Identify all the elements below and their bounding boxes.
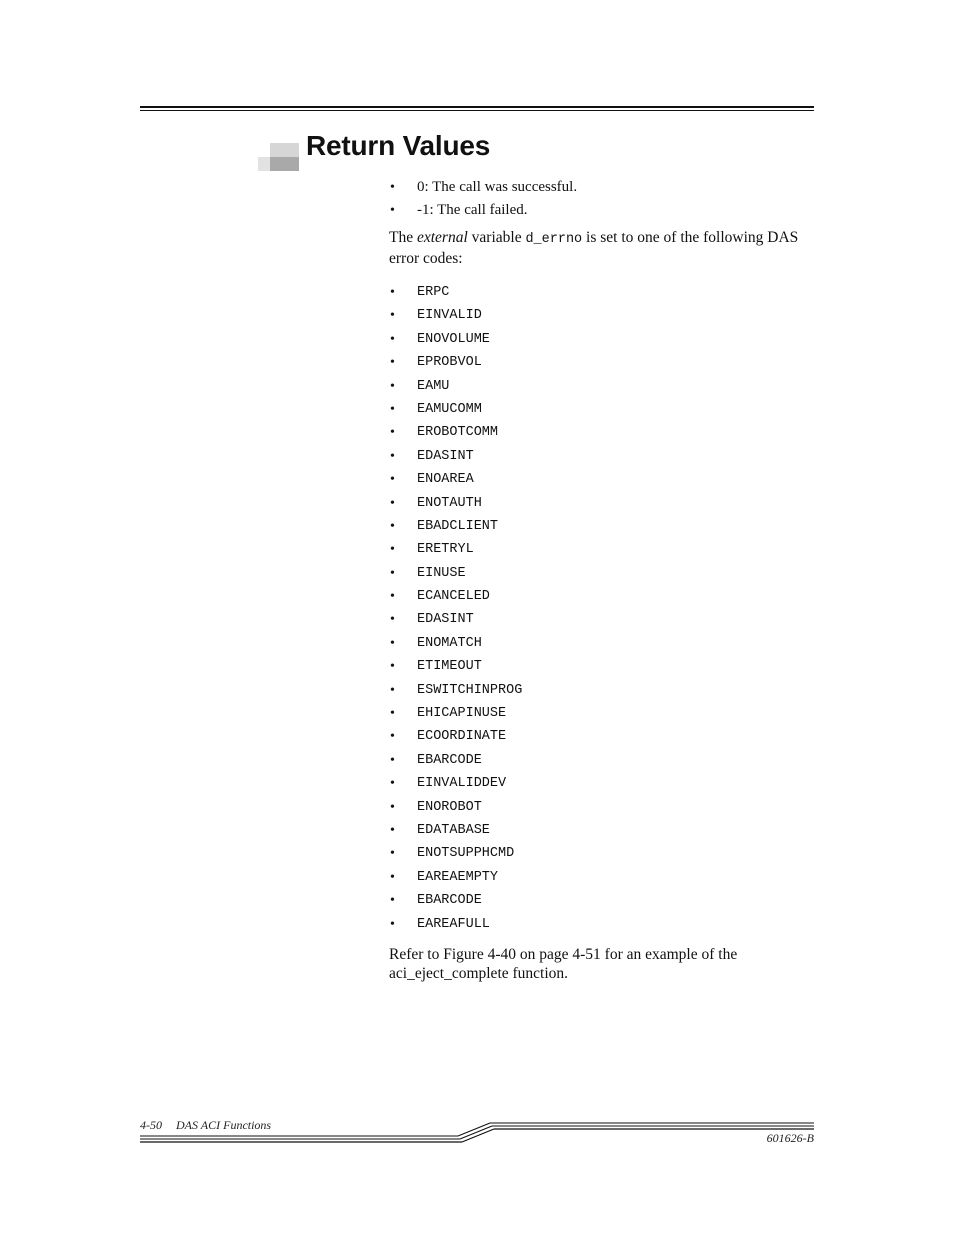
error-code-item: • EINVALID	[389, 304, 814, 327]
top-rule-thin	[140, 110, 814, 111]
error-code-item: • ENOVOLUME	[389, 328, 814, 351]
return-value-item: • 0: The call was successful.	[389, 176, 814, 199]
error-code-item: • ERETRYL	[389, 538, 814, 561]
error-code-item: • EDASINT	[389, 445, 814, 468]
return-value-list	[389, 176, 814, 222]
document-number: 601626-B	[766, 1131, 814, 1145]
footer-section-title: DAS ACI Functions	[176, 1118, 272, 1132]
error-code-item: • ENOMATCH	[389, 632, 814, 655]
error-code-item: • EBARCODE	[389, 749, 814, 772]
error-code-list	[389, 281, 814, 936]
errno-intro-paragraph: The external variable d_errno is set to one of the following DAS error codes:	[389, 229, 799, 267]
emphasis-external: external	[416, 229, 468, 246]
error-code-item: • ECANCELED	[389, 585, 814, 608]
error-code-item: • EAREAEMPTY	[389, 866, 814, 889]
error-code-item: • ENOTAUTH	[389, 492, 814, 515]
errno-code: d_errno	[525, 232, 583, 247]
section-body	[389, 176, 814, 983]
error-code-item: • EPROBVOL	[389, 351, 814, 374]
error-code-item: • ENOAREA	[389, 468, 814, 491]
error-code-item: • EINVALIDDEV	[389, 772, 814, 795]
error-code-item: • ERPC	[389, 281, 814, 304]
closing-paragraph: Refer to Figure 4-40 on page 4-51 for an example of the aci_eject_complete function.	[389, 945, 738, 982]
page-number: 4-50	[140, 1118, 162, 1132]
top-rule-thick	[140, 106, 814, 108]
error-code-item: • ETIMEOUT	[389, 655, 814, 678]
error-code-item: • EDASINT	[389, 608, 814, 631]
error-code-item: • EAMU	[389, 375, 814, 398]
error-code-item: • ENOROBOT	[389, 796, 814, 819]
error-code-item: • EROBOTCOMM	[389, 421, 814, 444]
error-code-item: • ECOORDINATE	[389, 725, 814, 748]
error-code-item: • EDATABASE	[389, 819, 814, 842]
error-code-item: • EINUSE	[389, 562, 814, 585]
error-code-item: • EAREAFULL	[389, 913, 814, 936]
footer-rule	[140, 1120, 814, 1146]
section-title: Return Values	[306, 130, 491, 161]
heading-icon	[258, 143, 300, 171]
error-code-item: • EAMUCOMM	[389, 398, 814, 421]
error-code-item: • EBADCLIENT	[389, 515, 814, 538]
error-code-item: • EHICAPINUSE	[389, 702, 814, 725]
error-code-item: • EBARCODE	[389, 889, 814, 912]
return-value-item: • -1: The call failed.	[389, 199, 814, 222]
error-code-item: • ENOTSUPPHCMD	[389, 842, 814, 865]
error-code-item: • ESWITCHINPROG	[389, 679, 814, 702]
